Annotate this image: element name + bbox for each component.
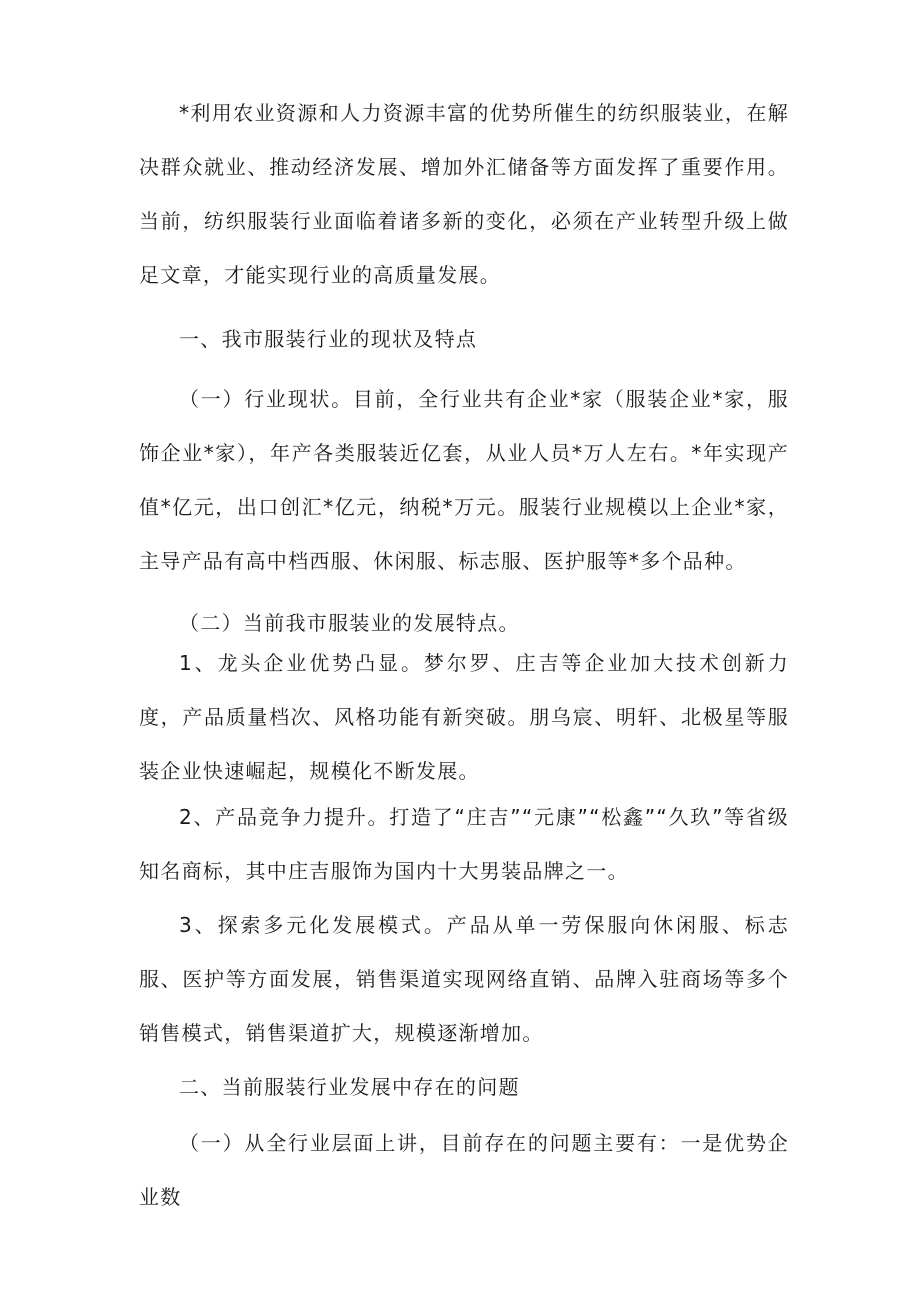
problems-paragraph: （一）从全行业层面上讲，目前存在的问题主要有：一是优势企业数 xyxy=(139,1131,789,1209)
feature-paragraph-1: 1、龙头企业优势凸显。梦尔罗、庄吉等企业加大技术创新力度，产品质量档次、风格功能有新突破。朋乌宸、明轩、北极星等服装企业快速崛起，规模化不断发展。 xyxy=(139,651,789,783)
section-heading-2: 二、当前服装行业发展中存在的问题 xyxy=(179,1075,520,1099)
industry-status-paragraph: （一）行业现状。目前，全行业共有企业*家（服装企业*家，服饰企业*家），年产各类服装近亿套，从业人员*万人左右。*年实现产值*亿元，出口创汇*亿元，纳税*万元。服装行业规模以上企业*家，主导产品有高中档西服、休闲服、标志服、医护服等*多个品种。 xyxy=(139,387,789,573)
section-heading-1: 一、我市服装行业的现状及特点 xyxy=(179,327,478,351)
subsection-heading-2: （二）当前我市服装业的发展特点。 xyxy=(179,611,520,635)
feature-paragraph-3: 3、探索多元化发展模式。产品从单一劳保服向休闲服、标志服、医护等方面发展，销售渠道实现网络直销、品牌入驻商场等多个销售模式，销售渠道扩大，规模逐渐增加。 xyxy=(139,913,789,1045)
intro-paragraph: *利用农业资源和人力资源丰富的优势所催生的纺织服装业，在解决群众就业、推动经济发展、增加外汇储备等方面发挥了重要作用。当前，纺织服装行业面临着诸多新的变化，必须在产业转型升级上做足文章，才能实现行业的高质量发展。 xyxy=(139,101,789,287)
feature-paragraph-2: 2、产品竞争力提升。打造了“庄吉”“元康”“松鑫”“久玖”等省级知名商标，其中庄吉服饰为国内十大男装品牌之一。 xyxy=(139,805,789,883)
